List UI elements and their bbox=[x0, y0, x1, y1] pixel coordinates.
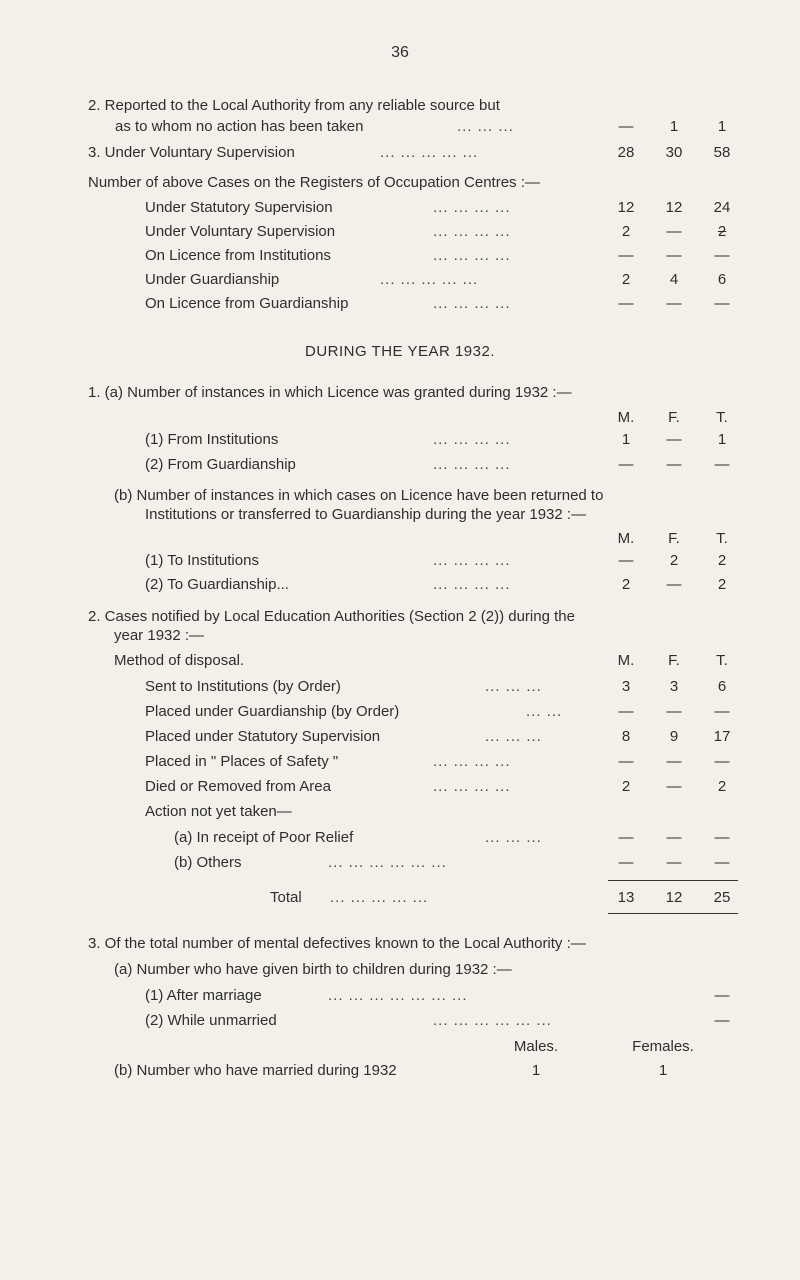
table-row bbox=[0, 829, 800, 849]
cell-f: — bbox=[666, 247, 682, 264]
cell-m: 2 bbox=[621, 271, 631, 288]
cell-f: 2 bbox=[669, 552, 679, 569]
section3-heading: 3. Of the total number of mental defectives known to the Local Authority :— bbox=[88, 935, 586, 952]
cell-m: — bbox=[618, 552, 634, 569]
col-header-m: M. bbox=[617, 409, 635, 426]
cell-t: — bbox=[714, 295, 730, 312]
cell-m: 8 bbox=[621, 728, 631, 745]
row-label: (2) While unmarried bbox=[145, 1012, 277, 1029]
leader-dots: ... ... ... ... bbox=[433, 431, 511, 448]
leader-dots: ... ... ... ... bbox=[433, 223, 511, 240]
table-row bbox=[0, 199, 800, 219]
cell-f: 3 bbox=[669, 678, 679, 695]
table-row bbox=[0, 271, 800, 291]
leader-dots: ... ... ... ... bbox=[433, 552, 511, 569]
table-row bbox=[0, 247, 800, 267]
cell-value: — bbox=[714, 987, 730, 1004]
total-row bbox=[0, 889, 800, 909]
reported-label-line1: 2. Reported to the Local Authority from any reliable source but bbox=[88, 97, 500, 114]
cell-f: — bbox=[666, 295, 682, 312]
cell-f: 1 bbox=[669, 118, 679, 135]
cell-m: — bbox=[618, 829, 634, 846]
cell-t: 6 bbox=[717, 271, 727, 288]
table-row bbox=[0, 144, 800, 164]
cell-t: — bbox=[714, 703, 730, 720]
leader-dots: ... ... ... ... bbox=[433, 456, 511, 473]
cell-t: 24 bbox=[713, 199, 731, 216]
cell-t: — bbox=[714, 753, 730, 770]
cell-m: — bbox=[618, 456, 634, 473]
table-row bbox=[0, 854, 800, 874]
row-label: (2) To Guardianship... bbox=[145, 576, 289, 593]
leader-dots: ... ... ... ... bbox=[433, 576, 511, 593]
leader-dots: ... ... ... ... bbox=[433, 247, 511, 264]
cell-f: — bbox=[666, 223, 682, 240]
cell-f: — bbox=[666, 829, 682, 846]
total-label: Total bbox=[270, 889, 302, 906]
row-label: 3. Under Voluntary Supervision bbox=[88, 144, 295, 161]
section2-heading-line2: year 1932 :— bbox=[114, 627, 205, 644]
cell-t: 58 bbox=[713, 144, 731, 161]
cell-m: 1 bbox=[621, 431, 631, 448]
cell-f: — bbox=[666, 703, 682, 720]
table-row bbox=[0, 703, 800, 723]
cell-t: 1 bbox=[717, 431, 727, 448]
leader-dots: ... ... ... ... ... ... bbox=[328, 854, 447, 871]
row-label: On Licence from Institutions bbox=[145, 247, 331, 264]
col-header-f: F. bbox=[668, 530, 680, 547]
col-header-t: T. bbox=[716, 530, 728, 547]
action-label: Action not yet taken— bbox=[145, 803, 292, 820]
row-label: (1) From Institutions bbox=[145, 431, 279, 448]
leader-dots: ... ... ... bbox=[457, 118, 514, 135]
table-row bbox=[0, 552, 800, 572]
section1-a-heading: 1. (a) Number of instances in which Licence was granted during 1932 :— bbox=[88, 384, 572, 401]
col-header-m: M. bbox=[617, 530, 635, 547]
cell-m: — bbox=[618, 703, 634, 720]
table-row bbox=[0, 1062, 800, 1082]
row-label: Sent to Institutions (by Order) bbox=[145, 678, 341, 695]
cell-m: 2 bbox=[621, 576, 631, 593]
leader-dots: ... ... ... ... bbox=[433, 295, 511, 312]
total-rule-bottom bbox=[608, 913, 738, 914]
table-row bbox=[0, 456, 800, 476]
col-header-t: T. bbox=[716, 409, 728, 426]
leader-dots: ... ... ... ... ... ... bbox=[433, 1012, 552, 1029]
table-row bbox=[0, 1012, 800, 1032]
row-label: Died or Removed from Area bbox=[145, 778, 331, 795]
row-label: Under Voluntary Supervision bbox=[145, 223, 336, 240]
cell-f: — bbox=[666, 456, 682, 473]
cell-value: — bbox=[714, 1012, 730, 1029]
cell-t: 17 bbox=[713, 728, 731, 745]
leader-dots: ... ... ... bbox=[485, 678, 542, 695]
cell-t: 6 bbox=[717, 678, 727, 695]
leader-dots: ... ... ... ... bbox=[433, 753, 511, 770]
row-label: (1) After marriage bbox=[145, 987, 262, 1004]
cell-f: — bbox=[666, 778, 682, 795]
occupation-heading: Number of above Cases on the Registers of Occupation Centres :— bbox=[88, 174, 540, 191]
table-row bbox=[0, 431, 800, 451]
cell-f: 4 bbox=[669, 271, 679, 288]
row-label: (b) Number who have married during 1932 bbox=[114, 1062, 397, 1079]
leader-dots: ... ... ... ... bbox=[433, 778, 511, 795]
cell-m: — bbox=[618, 295, 634, 312]
page-number: 36 bbox=[391, 44, 409, 61]
cell-m: 2 bbox=[621, 223, 631, 240]
leader-dots: ... ... ... ... ... bbox=[380, 144, 479, 161]
section1-b-heading-line2: Institutions or transferred to Guardianship during the year 1932 :— bbox=[145, 506, 587, 523]
cell-m: — bbox=[618, 753, 634, 770]
year-heading: DURING THE YEAR 1932. bbox=[304, 343, 495, 360]
leader-dots: ... ... ... ... ... bbox=[330, 889, 429, 906]
cell-m: 13 bbox=[617, 889, 635, 906]
row-label: Under Guardianship bbox=[145, 271, 280, 288]
row-label: Placed under Guardianship (by Order) bbox=[145, 703, 400, 720]
cell-females: 1 bbox=[658, 1062, 668, 1079]
cell-m: 2 bbox=[621, 778, 631, 795]
cell-males: 1 bbox=[531, 1062, 541, 1079]
row-label: (a) In receipt of Poor Relief bbox=[174, 829, 354, 846]
cell-f: 12 bbox=[665, 889, 683, 906]
cell-m: 28 bbox=[617, 144, 635, 161]
row-label: as to whom no action has been taken bbox=[115, 118, 364, 135]
cell-m: — bbox=[618, 247, 634, 264]
cell-t: 2 bbox=[717, 552, 727, 569]
section1-b-heading-line1: (b) Number of instances in which cases on Licence have been returned to bbox=[114, 487, 604, 504]
cell-t: 25 bbox=[713, 889, 731, 906]
cell-f: 12 bbox=[665, 199, 683, 216]
cell-t: — bbox=[714, 829, 730, 846]
cell-f: — bbox=[666, 576, 682, 593]
females-header: Females. bbox=[632, 1038, 694, 1055]
cell-t: — bbox=[714, 456, 730, 473]
cell-t: 2 bbox=[717, 223, 727, 240]
leader-dots: ... ... ... bbox=[485, 829, 542, 846]
table-row bbox=[0, 678, 800, 698]
row-label: Placed in " Places of Safety " bbox=[145, 753, 339, 770]
cell-f: — bbox=[666, 854, 682, 871]
leader-dots: ... ... ... bbox=[485, 728, 542, 745]
table-row bbox=[0, 295, 800, 315]
col-header-m: M. bbox=[617, 652, 635, 669]
cell-t: — bbox=[714, 854, 730, 871]
row-label: Placed under Statutory Supervision bbox=[145, 728, 381, 745]
col-header-f: F. bbox=[668, 652, 680, 669]
cell-t: 1 bbox=[717, 118, 727, 135]
table-row bbox=[0, 778, 800, 798]
table-row bbox=[0, 987, 800, 1007]
cell-f: 9 bbox=[669, 728, 679, 745]
row-label: (b) Others bbox=[174, 854, 242, 871]
table-row bbox=[0, 223, 800, 243]
method-label: Method of disposal. bbox=[114, 652, 245, 669]
row-label: On Licence from Guardianship bbox=[145, 295, 349, 312]
cell-f: — bbox=[666, 431, 682, 448]
section3-a-heading: (a) Number who have given birth to children during 1932 :— bbox=[114, 961, 512, 978]
row-label: (1) To Institutions bbox=[145, 552, 259, 569]
row-label: (2) From Guardianship bbox=[145, 456, 296, 473]
row-label: Under Statutory Supervision bbox=[145, 199, 333, 216]
col-header-f: F. bbox=[668, 409, 680, 426]
section2-heading-line1: 2. Cases notified by Local Education Authorities (Section 2 (2)) during the bbox=[88, 608, 575, 625]
method-header-row bbox=[0, 652, 800, 672]
table-row bbox=[0, 728, 800, 748]
table-row bbox=[0, 576, 800, 596]
cell-f: — bbox=[666, 753, 682, 770]
cell-f: 30 bbox=[665, 144, 683, 161]
males-header: Males. bbox=[513, 1038, 559, 1055]
total-rule-top bbox=[608, 880, 738, 881]
leader-dots: ... ... ... ... ... bbox=[380, 271, 479, 288]
cell-m: 12 bbox=[617, 199, 635, 216]
cell-t: — bbox=[714, 247, 730, 264]
cell-t: 2 bbox=[717, 576, 727, 593]
leader-dots: ... ... bbox=[526, 703, 563, 720]
leader-dots: ... ... ... ... ... ... ... bbox=[328, 987, 468, 1004]
cell-t: 2 bbox=[717, 778, 727, 795]
col-header-t: T. bbox=[716, 652, 728, 669]
cell-m: 3 bbox=[621, 678, 631, 695]
cell-m: — bbox=[618, 854, 634, 871]
cell-m: — bbox=[618, 118, 634, 135]
table-row bbox=[0, 753, 800, 773]
table-row bbox=[0, 118, 800, 138]
leader-dots: ... ... ... ... bbox=[433, 199, 511, 216]
